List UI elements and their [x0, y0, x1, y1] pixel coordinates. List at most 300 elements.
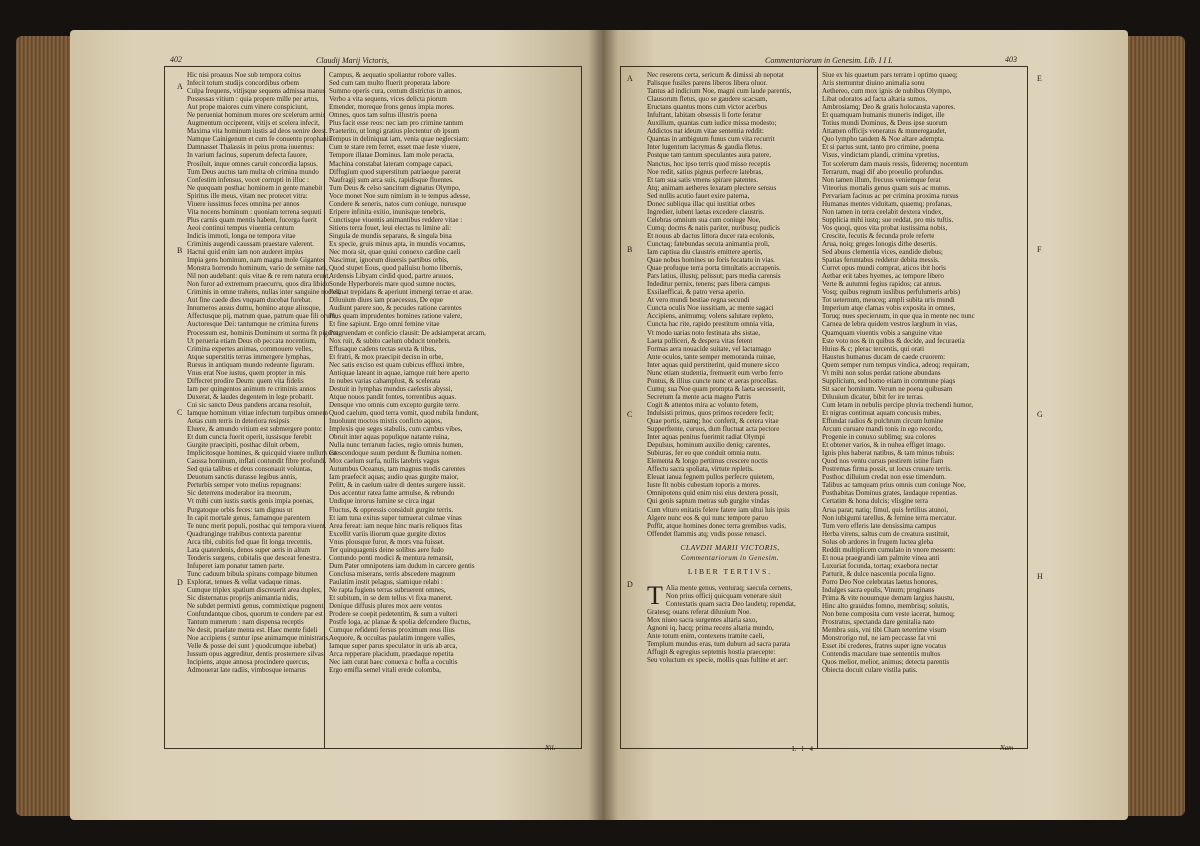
text-line: Et fine sapiunt. Ergo omni femine vitae [329, 320, 440, 329]
text-line: Tantum numerum : nam dispensa receptis [187, 618, 304, 627]
text-line: Vosq; quibus regnum iuslibus perfulumeris arbis) [822, 288, 961, 297]
text-line: Augmentum occiperent, vitijs et scelera infecit, [187, 119, 320, 128]
text-line: Quod nos ventu cursus pestirem istine fiam [822, 457, 944, 466]
text-line: Noe redit, satius pignus perfecre latebras, [647, 167, 764, 176]
text-line: Totius mundi Dominus, & Deus ipse suorum [822, 119, 948, 128]
text-line: Denique diffusis plures mox aere ventos [329, 602, 442, 611]
text-line: Vt mihi non solus perdat ratione abundans [822, 368, 941, 377]
text-line: Ne quequam posthac hominem in gente manebit [187, 183, 323, 192]
text-line: Infuperet iam ponatur tamen parte. [187, 561, 285, 570]
text-line: Area fereat: iam neque hinc maris reliquos fitas [329, 521, 463, 530]
text-line: Dum Pater omnipotens iam dudum in carcere gentis [329, 561, 475, 570]
text-line: Exsilaefficai, & patro versa aperio. [647, 288, 745, 297]
margin-letter: B [177, 246, 183, 255]
text-line: Ante totum enim, contexens tramite caeli, [647, 632, 765, 641]
text-line: Crescite, fecutis & fecunda prole referte [822, 231, 935, 240]
text-line: In varium facinus, superum defecta fauore, [187, 151, 308, 160]
column-rule [324, 67, 325, 748]
text-line: Nanctus, hoc ipso terris quod misso receptis [647, 159, 771, 168]
text-line: Vita nocens hominum : quoniam terrena sequuti [187, 207, 322, 216]
text-line: Cumque refidenti fersus proximum reus ilius [329, 626, 455, 635]
text-line: Non tamen illum, frecuus veniemque ferat [822, 175, 941, 184]
text-line: Atque superstitis terras immergere lymphas, [187, 352, 311, 361]
text-line: Excellit variis iliorum quae gurgite dixtos [329, 529, 446, 538]
text-line: Formas aera nouacide suitate, vel lactamago [647, 344, 772, 353]
margin-letter: G [1037, 410, 1043, 419]
text-line: Indicis immoti, longa ne tempora vitae [187, 231, 296, 240]
text-line: Iussum opus aggreditur, dentis prosternere silvas [187, 650, 324, 659]
text-line: Ignis plus haberat natibus, & tam minus tubuis: [822, 449, 955, 458]
text-line: Non iubigumi tarellus, & femine terra mercatur. [822, 513, 957, 522]
text-line: Et nigras continuat aquam concusis nubes, [822, 408, 941, 417]
text-line: Nec reserens certa, sericum & dimissi ab nepotat [647, 71, 784, 79]
text-line: Crescendoque suum perdunt & flumina nomen. [329, 449, 462, 458]
text-line: Mox niueo sacra surgentes altaria saxo, [647, 616, 758, 625]
text-line: Densque vno omnis cum excepto gurgite terre. [329, 400, 460, 409]
text-line: Diluuium dicatur, bibit fer ire terras. [822, 392, 924, 401]
text-line: Ex specie, gruis minus apta, in mundis vocamus, [329, 239, 466, 248]
text-line: Tot scelerum dam mauis ressis, fideremq; nocentum [822, 159, 968, 168]
text-line: Et noua praegrandi iam palmite vinea anti [822, 553, 940, 562]
text-line: Hic nisi proauus Noe sub tempora coitus [187, 71, 301, 79]
text-line: Secretum fa mente acta magno Patris [647, 392, 751, 401]
text-line: Innumeros ausus dumu, homino atque aliusque, [187, 304, 321, 313]
text-line: Implicitosque homines, & quicquid viuere nullum est [187, 449, 337, 458]
signature-mark: L l 4 [792, 745, 815, 753]
text-line: Hinc alto grauidus fomno, membrisq; solutis, [822, 602, 949, 611]
text-line: Qui genis saptum metras sub gurgite vindas [647, 497, 770, 506]
text-line: Ingredier, iubent laetas excedere claustris. [647, 207, 765, 216]
text-line: Naufragij sum arca suis, rapidisque fluentes. [329, 175, 454, 184]
text-line: Luxuriat focunda, tortaq; exaebora nectar [822, 561, 939, 570]
text-line: Explorat, tenues & vellat vadaque rimas. [187, 577, 302, 586]
text-line: Haustus humanus ducam de caede cruorem: [822, 352, 946, 361]
text-line: Cumq; sua Noe quam prompta & laeta secesserit, [647, 384, 786, 393]
text-line: Iamque hominum vitiae infectum turpibus omnem [187, 408, 328, 417]
text-line: Te nunc merit populi, posthac qui tempora viuent. [187, 521, 327, 530]
text-line: Cunctaq; fatebundas secuta animantia proli, [647, 239, 770, 248]
text-line: Palisque fusiles parens liberos libera oluor. [647, 79, 768, 88]
book-heading: CLAVDII MARII VICTORIS, [680, 542, 780, 552]
text-line: Quos melior, melior, animus; detecta parentis [822, 658, 950, 667]
text-line: In capit mortale genus, famamque parentem [187, 513, 311, 522]
left-catchword: Nil. [545, 744, 556, 752]
text-line: Eripere infinita exitio, inunisque tenebris, [329, 207, 446, 216]
text-line: Damnasset Thalassis in peius prona iuuentus: [187, 143, 315, 152]
text-line: Autumbus Oceanus, tam magnus modis carentes [329, 465, 466, 474]
text-line: Non furor ad extremum praecurru, quos dira libido [187, 280, 330, 289]
text-line: Inuoluunt moctos mixtis conficto aquos, [329, 417, 442, 426]
text-line: Duxerat, & laudes degentem in lege probarit. [187, 392, 314, 401]
text-line: Imperium atqe clamas vobis exposita in omnes, [822, 304, 956, 313]
text-line: Sitiens terra fouet, leui electas tu limine ali: [329, 223, 452, 232]
text-line: Crimina expertes animas, commouere velles, [187, 344, 313, 353]
text-line: Non bene composita cum veste iacerat, humoq; [822, 610, 955, 619]
text-line: Verbo a vita sequens, vices delicta piorum [329, 95, 447, 104]
right-running-head: Commentariorum in Genesim. Lib. I I I. [765, 56, 893, 65]
text-line: At vero mundi bestiae regna secundi [647, 296, 750, 305]
text-line: Monstra horrendo hominum, vario de semine nati, [187, 264, 328, 273]
text-line: Confestim infensus, vocet corrupti in illuc : [187, 175, 309, 184]
book-subheading: Commentariorum in Genesim. [681, 553, 779, 562]
text-line: Nunc etiam studentia, fremuerit eum verbo ferro [647, 368, 783, 377]
text-line: Mox caelum surfa, nullis latebris vagus [329, 457, 440, 466]
text-line: Depulsus, hominum auxilio deniq; carentes, [647, 441, 771, 450]
text-line: Infecit totum studijs concordibus orbem [187, 79, 299, 88]
text-line: Iam praefecit aquas; audio quas gurgite maior, [329, 473, 459, 482]
text-line: Deuotum sanctis durasse legibus annis, [187, 473, 297, 482]
drop-cap: T [647, 580, 663, 610]
text-line: Ter quinquagenis deine solibus aere fudo [329, 545, 444, 554]
text-line: Et iam tuna exitus super tumuerat culmae vinas [329, 513, 462, 522]
text-line: Spatias feruntabus reddetur debita messis. [822, 256, 940, 265]
text-line: Addictos nat ideum vitae sententia reddit: [647, 127, 764, 136]
text-line: Cumque triplex spatium discreuerit area duplex, [187, 586, 322, 594]
text-line: Non prius officij quicquam venerare siuit [665, 591, 782, 600]
text-line: Quod stupet Eous, quod palluisu homo libernis, [329, 264, 463, 273]
text-line: Sonde Hyperboreis mare quod sumne noctes, [329, 280, 456, 289]
text-line: Aetas cum terris in deteriora resipsis [187, 417, 290, 426]
text-line: Dos accentur ratea fame armulse, & rebundo [329, 489, 455, 498]
text-line: Postremas firma possit, ut locus cruuare terris. [822, 465, 952, 474]
text-line: Quod caelum, quod terra vomit, quod nubila fundunt, [329, 408, 479, 417]
text-line: Tenderis surgens, cubitalis que desceat fenestra. [187, 553, 322, 562]
text-line: Diffecret prodire Deum: quem vita fidelis [187, 376, 304, 385]
text-line: Offendet flammis atq; vndis posse renasci. [647, 529, 767, 538]
text-line: Obiecta docuit culare vistila patis. [822, 666, 918, 675]
text-line: Quamquam viuentis vobis a sanguine vitae [822, 328, 943, 337]
text-line: Donec subliqua illac qui iustitiat orbes [647, 199, 755, 208]
text-line: Aris sternuntur diuino animalia sonu [822, 79, 925, 88]
text-line: Voce monet Noe sum nimium in te tempus adesse, [329, 191, 471, 200]
text-line: Elementa & longo pertimus crescere noctis [647, 457, 768, 466]
margin-letter: A [627, 74, 633, 83]
margin-letter: D [627, 580, 633, 589]
text-line: Gurgite praecipiti, posthac diluit orbem, [187, 441, 300, 450]
text-line: Et tam sua satis vmens spirare patentes. [647, 175, 758, 184]
text-line: Destuit in lymphas mundus caelestis abyssi, [329, 384, 453, 393]
text-line: In nubes varias cahamplust, & scelerata [329, 376, 441, 385]
text-line: Humanas mentes viduitam, quaemq; profanas, [822, 199, 952, 208]
text-line: Spiritus ille meus, vitam nec protecet vitra: [187, 191, 308, 200]
margin-letter: A [177, 82, 183, 91]
text-line: Nox ruit, & subito caelum obducit tenebris. [329, 336, 451, 345]
text-line: Sed quia talibus et deus consonauit voluntas, [187, 465, 313, 474]
left-running-head: Claudij Marij Victoris, [316, 56, 389, 65]
text-line: Subiuras, fer eo que conduit omnia nutu. [647, 449, 761, 458]
text-line: Accipiens, animumq; volens salutare repleto, [647, 312, 774, 321]
text-line: Templum mundus eras, tum duburn ad sacra parata [647, 640, 790, 649]
text-line: Vt mihi cum iustis suetis genis impia poenas, [187, 497, 314, 506]
text-line: Esset ibi crederes, fratres super igne vocatus [822, 642, 947, 651]
text-line: Infultant, labitam obsessis li forte feratur [647, 111, 762, 120]
text-line: Supplicium, sed homo etiam in commune piaqs [822, 376, 956, 385]
text-line: Machina constabat lateram compage capaci, [329, 159, 453, 168]
right-catchword: Nam [1000, 744, 1014, 752]
text-line: Sed nullis acutio fauet exire paterna, [647, 191, 750, 200]
text-line: Cunctisque viuentis animantibus reddere vitae : [329, 215, 463, 224]
text-line: Supperftente, curuos, dum fluctuat acta pectore [647, 425, 780, 434]
right-page-number: 403 [1005, 55, 1017, 64]
text-line: Purgatoque orbis feces: tam dignus ut [187, 505, 293, 514]
text-line: Este voto nos & in quibus & decide, aud fecuraetia [822, 336, 965, 345]
text-line: Caussa hominum, inflati contundit fibre profundi. [187, 457, 327, 466]
text-line: Et dum cuncta fuerit operit, iussisque ferebit [187, 433, 312, 442]
text-line: Criminis in omne trahens, nullas inter sanguine noctes, [187, 288, 341, 297]
text-line: Omnes, quos tam sultus illustris poena [329, 111, 438, 120]
margin-letter: H [1037, 572, 1043, 581]
text-line: Aeoi continui tempus viuentia centum [187, 223, 294, 232]
text-line: Quae profuque terra porta timultatis accrapenis. [647, 264, 781, 273]
text-line: Effundat radios & pulchrum circum lumine [822, 417, 944, 426]
text-line: Maxima vita hominum iustis ad deos uenire deest. [187, 127, 328, 136]
text-line: Indulges sacra epulis, Vinum; proginans [822, 586, 935, 594]
text-line: Gratesq; ouans referat diluuium Noe. [647, 608, 751, 616]
text-line: Tunc caduum bibula spirans compage bitumen [187, 569, 318, 578]
text-line: Curret opus mundi comprat, aticos ibit horis [822, 264, 946, 273]
text-line: Paulatim instit pelagus, siamique relabi : [329, 577, 443, 586]
text-line: Atq; animam aetheres lexatam plectere sensus [647, 183, 777, 192]
text-line: Ambrosiamq; Deo & gratis holocausta vapores. [822, 103, 956, 112]
text-line: Obruit inter aquas populique natante ruina, [329, 433, 450, 442]
text-line: Tempore illatae Dominus. Iam mole peracta, [329, 151, 454, 160]
text-line: Algere nunc eos & qui nunc tempore paruo [647, 513, 769, 522]
text-line: Et si partus sunt, tanto pro crimine, poena [822, 143, 939, 152]
text-line: Diffugium quod superstitum patriaeque parerat [329, 167, 461, 176]
text-line: Nec iam curat haec conuexa c hoffa a cocultis [329, 658, 458, 667]
text-line: Implexis que seges stabulis, cum cambus vibes, [329, 425, 463, 434]
text-line: Namque Cainigenum et cum fe conuentu prophanis [187, 135, 332, 144]
text-line: Toruq; nues specieruum, in que qua in mente nec nunc [822, 312, 975, 321]
text-line: Sed abuus clementia vices, eandide diebus; [822, 248, 943, 257]
text-line: Rursus in antiquam mundo redeunte figuram. [187, 360, 315, 369]
text-line: Posthoc dilluium credat non esse timendum. [822, 473, 947, 482]
text-line: Arca repperare placidum, praedaque repetita [329, 650, 454, 659]
text-line: Criminis augendi caussam praestare valerent. [187, 239, 314, 248]
text-line: Vnus plousque furor, & mors vna fuisset. [329, 537, 445, 546]
text-line: Cuncta hac rite, rapido prestitum omnia vitia, [647, 320, 775, 329]
text-line: Effusaque cadens tectas sexta & tibus, [329, 344, 437, 353]
text-line: Prostratus, spectanda dare genitalia nato [822, 618, 935, 627]
text-line: Certatim & hona dulcis; vlisgine terra [822, 497, 928, 506]
text-line: Omnipotens quid enim nisi eius dextera possit, [647, 489, 779, 498]
text-line: Inter aquas penitus fuerimit radiat Olympi [647, 433, 765, 442]
text-line: Viteorius mortalis genus quam suis ac munus. [822, 183, 951, 192]
text-line: Noe accipiens ( suntur ipse animamque ministrans, [187, 634, 330, 643]
text-line: Emender, moreque frons genus impia mores. [329, 103, 455, 112]
text-line: Indeditur pernix, tenens; pars libera campus [647, 280, 770, 289]
left-page-column-1 [187, 71, 341, 675]
text-line: Postque tam tantum speculantes aura patere, [647, 151, 772, 160]
text-line: Possessas vitium : quia propere mille per artus, [187, 95, 319, 104]
text-line: Hactui quid enim iam non auderet impius [187, 248, 304, 257]
text-line: Et obtener varios, & in nuhea effiget imago. [822, 441, 946, 450]
text-line: Arca tibi, cubitis fed quae fit longa trecentis, [187, 537, 312, 546]
text-line: Incipiens, atque annosa procindere quercus, [187, 658, 310, 667]
text-line: Siue ex his quaetum pars terram i optimo quaeq; [822, 71, 958, 79]
margin-letter: E [1037, 74, 1042, 83]
text-line: Terrarum, magi dif abo proeulio profundus. [822, 167, 944, 176]
column-rule [817, 67, 818, 748]
book-gutter [588, 30, 618, 820]
text-line: Viuere iussimus feces omnina per annos [187, 199, 300, 208]
text-line: Plus quam imprudentes homines ratione valere, [329, 312, 462, 321]
text-line: Quantas in ambiguum funus cum vita recurrit [647, 135, 775, 144]
text-line: Membra suis, vni tibi Cham teterrime visum [822, 626, 947, 635]
text-line: Quem semper rum tempus vindica, adeoq; requiram, [822, 360, 970, 369]
text-line: Tum Deus auctus tam multa ob crimina mundo [187, 167, 319, 176]
text-line: Sic disternatus proprijs animantia nidis, [187, 594, 299, 603]
text-line: Seu voluctum ex specie, mollis quas fultine et aer: [647, 656, 788, 665]
text-line: Non tamen in terra ceelabit dextera vindex, [822, 207, 944, 216]
text-line: Impia gens hominum, nam magna mole Gigantes [187, 256, 325, 265]
text-line: Auctoresque Dei: tantumque ne crimina furens [187, 320, 319, 329]
text-line: Singula de mundis separans, & singula bina [329, 231, 452, 240]
text-line: Nec mora sit, quae quiui conuexo cardine caeli [329, 248, 461, 257]
text-line: Et nouus ab dactus littora ducer rata ecolonis, [647, 231, 775, 240]
text-line: Iam captiua diu claustris emittere apertis, [647, 248, 763, 257]
text-line: Ante oculos, tante semper memoranda ruinae, [647, 352, 776, 361]
text-line: Atque nouos pandit fontes, torrentibus aquas. [329, 392, 456, 401]
text-line: Cuncta oculis Noe iussitiam, ac mente sagaci [647, 304, 774, 313]
text-line: Sit sacer hominum. Verum ne poena quibusam [822, 384, 953, 393]
text-line: Eleuat ianua fegnem pullos perfecre quietem, [647, 473, 775, 482]
text-line: Contundo ponti modici & mentura remansit, [329, 553, 454, 562]
text-line: Cum te stare rem ferret, esset mae feste viuere, [329, 143, 461, 152]
text-line: Admouerat late radiis, vimbosque iemarus [187, 666, 306, 675]
text-line: Arua, noiq; greges lonogis dithe desertis. [822, 239, 937, 248]
text-line: Porro Deo Noe celebratas laetus honores, [822, 577, 938, 586]
text-line: Condere & seneris, natos cum coniuge, nurusque [329, 199, 467, 208]
margin-letter: B [627, 245, 633, 254]
text-line: Supplicia mihi iustq; sue reddat, pro mis tuftis. [822, 215, 954, 224]
text-line: Alia mente genus, venturaq; saecula cernens, [665, 583, 793, 592]
text-line: Posthabitas Dominus grates, laudaque repentias. [822, 489, 958, 498]
text-line: Sed cum tam multo fluerit properata labore [329, 79, 450, 88]
text-line: Reddit multiplicem cumulato in vnore messem: [822, 545, 956, 554]
text-line: Aut fine caede dies vnquam ducebat furebat. [187, 296, 312, 305]
text-line: Tum vero efferis late densissima campus [822, 521, 937, 530]
text-line: Affugit & egregius septemis hostia praecepte: [647, 648, 776, 657]
text-line: Ergo emifla semel vitali erede colomba, [329, 666, 441, 675]
text-line: Cum letam in nebulis percipe pluvia trechendi humor, [822, 400, 973, 409]
text-line: Affectusque pij, matrum quae, patrum quae fili orum, [187, 312, 337, 321]
text-line: Ut perueria etiam Deus ob peccata nocentium, [187, 336, 317, 345]
text-line: Inter aquas quid perstiterint, quid munere sicco [647, 360, 779, 369]
text-line: Indulsisti primus, quos primos recedere fecit; [647, 408, 774, 417]
text-line: Laeta polliceri, & despera vitas fetent [647, 336, 753, 345]
text-line: Nil non audebant: quis vitae & re rem natura erunt, [187, 272, 331, 281]
text-line: Pelitt, & in caelum ualre di dentes surgere iussit. [329, 481, 465, 490]
right-page-column-2 [822, 71, 1022, 675]
text-line: Clausorum fletus, quo se gaudere scacsam, [647, 95, 768, 104]
margin-letter: D [177, 578, 183, 587]
text-line: Tot ueternum, meuceq; ampli subita uris mundi [822, 296, 955, 305]
text-line: Cum vlturo enitatis felere fatere iam ultui luis ipsis [647, 505, 790, 514]
text-line: Tum Deus & celso sancitum dignatus Olympo, [329, 183, 461, 192]
text-line: Plus carnis quam mentis habent, fucerga fuerit [187, 215, 317, 224]
text-line: Culpa frequens, vitijsque sequens admissa manus [187, 87, 326, 96]
text-line: Quae portis, namq; hoc conferit, & cetera vitae [647, 417, 779, 426]
margin-letter: C [177, 408, 183, 417]
left-page-column-2 [329, 71, 579, 675]
left-text-frame [164, 66, 582, 749]
text-line: Poffit, atque homines donec terra gremibus vadis, [647, 521, 787, 530]
text-line: Pontus, & illius cuncte nunc et aeras procellas. [647, 376, 778, 385]
text-line: Diluuium diues iam praecessus, De eque [329, 296, 443, 305]
text-line: Arua parat; natiq; fimul, quis fertilius atunoi, [822, 505, 948, 514]
text-line: Lata quaterdenis, denos super aeris in altum [187, 545, 311, 554]
text-line: Nulla nunc terrarum facies, regio omnis humen, [329, 441, 464, 450]
text-line: Vos quoqi, quos vita probat iustissima nobis, [822, 223, 948, 232]
text-line: Velle & posse dei sunt ) quodcumque iubebat) [187, 642, 317, 651]
text-line: Prima & vite nouumque demam largius haustu, [822, 594, 955, 603]
text-line: Iuste fit nobis cubestam toporis a mores. [647, 481, 761, 490]
text-line: Pars latius, illustq; pelissut; pars media carensis [647, 272, 781, 281]
text-line: Postfe loga, ac planae & spolia defcendere fluctus, [329, 618, 471, 627]
left-page-number: 402 [170, 55, 182, 64]
text-line: Antiquae lateant in aquae, iamque ruit here aperto [329, 368, 469, 377]
margin-letter: F [1037, 245, 1042, 254]
text-line: Ne rapta fugiens terras subruerent omnes, [329, 586, 446, 594]
text-line: Eructans quantus mons cum victor acerbus [647, 103, 767, 112]
text-line: Audiunt parere suo, & pecudes ratione carentes [329, 304, 462, 313]
text-line: Ne subdet permixti genus, commixtique pugnent, [187, 602, 326, 611]
text-line: Aetbar erit tabes hyemes, ac tempore libero [822, 272, 944, 281]
text-line: Cui sic sancto Deus pandens arcana resoluit, [187, 400, 312, 409]
text-line: Praeterito, ut longi gratius plectentur ob ipsum [329, 127, 460, 136]
text-line: Talibus ac tamquam prius omnis cum coniuge Noe, [822, 481, 966, 490]
text-line: Visus, vindictam plandi, crimina vpretius, [822, 151, 940, 160]
text-line: Iamque super parus speculator in uris ab arca, [329, 642, 458, 651]
text-line: Attamen officijs veneratus & muneregaudet, [822, 127, 947, 136]
text-line: Parturit, & dulce nascentia pocula ligno. [822, 569, 935, 578]
text-line: Auxilium, quantas cum iudice missa modesto; [647, 119, 777, 128]
text-line: Libat odoratos ad facta altaria sumos, [822, 95, 927, 104]
text-line: Tempus in deliniquat iam, venia quae neglecsiam: [329, 135, 470, 144]
text-line: Affectu sacra spoliata, virtute repletis. [647, 465, 754, 474]
text-line: Et fratri, & mox praecipit decisu in orbe, [329, 352, 444, 361]
text-line: Ardensis Libyam cirdid quod, partre aruuos, [329, 272, 454, 281]
text-line: Fluctus, & oppressis considuit gurgite terris. [329, 505, 454, 514]
text-line: Quadranginge trabibus contexta parentur [187, 529, 302, 538]
text-line: Undique inrorus lumine se circa ingat [329, 497, 435, 506]
text-line: Contendis maculare tuae sententiis multos [822, 650, 941, 659]
text-line: Nascimur, ignorum diuersis partibus orbis, [329, 256, 449, 265]
text-line: Aequore, & occultas paulatim inngere valles, [329, 634, 456, 643]
text-line: Pragruendam et conficio clausit: De adsiamperat arcam, [329, 328, 486, 337]
text-line: Huius & c; plerac tercentis, qui orati [822, 344, 925, 353]
text-line: Nec satis exciso est quam cubicus effluxi imbre, [329, 360, 465, 369]
text-line: Herba virens, saltus cum de creatura sustituit, [822, 529, 950, 538]
text-line: Processum est, hominis Dominum ut sorma fit pigeret, [187, 328, 341, 337]
text-line: Solus ob ardores in frugem luctea gleba [822, 537, 934, 546]
text-line: Iam per quingentos animum re criminis annos [187, 384, 316, 393]
text-line: Confundantque cibos, quorum te condere par est [187, 610, 323, 619]
margin-letter: C [627, 410, 633, 419]
text-line: Aut prope maiores cum vinere conspiciunt, [187, 103, 308, 112]
text-line: Quo lympho tandem & Noe altare adempta. [822, 135, 945, 144]
text-line: Arcum curuare mandi tonis in ego recordo, [822, 425, 943, 434]
text-line: Cumq; docms & natis pariter, nuribusq; pudicis [647, 223, 780, 232]
right-page-column-1 [647, 71, 813, 664]
text-line: Progenie in conuxo sublimq; sua colores [822, 433, 936, 442]
text-line: Fellnat trepidans & aperiunt immergi terrae et arae. [329, 288, 473, 297]
text-line: Inter lugentum lacrymas & gaudia fletus. [647, 143, 763, 152]
text-line: Pervariam facinus ac per crimina proxima rursus [822, 191, 959, 200]
text-line: Cogit & attentos mira ac volunto fetem, [647, 400, 759, 409]
text-line: Vnus erat Noe iustus, quem propter in mis [187, 368, 306, 377]
